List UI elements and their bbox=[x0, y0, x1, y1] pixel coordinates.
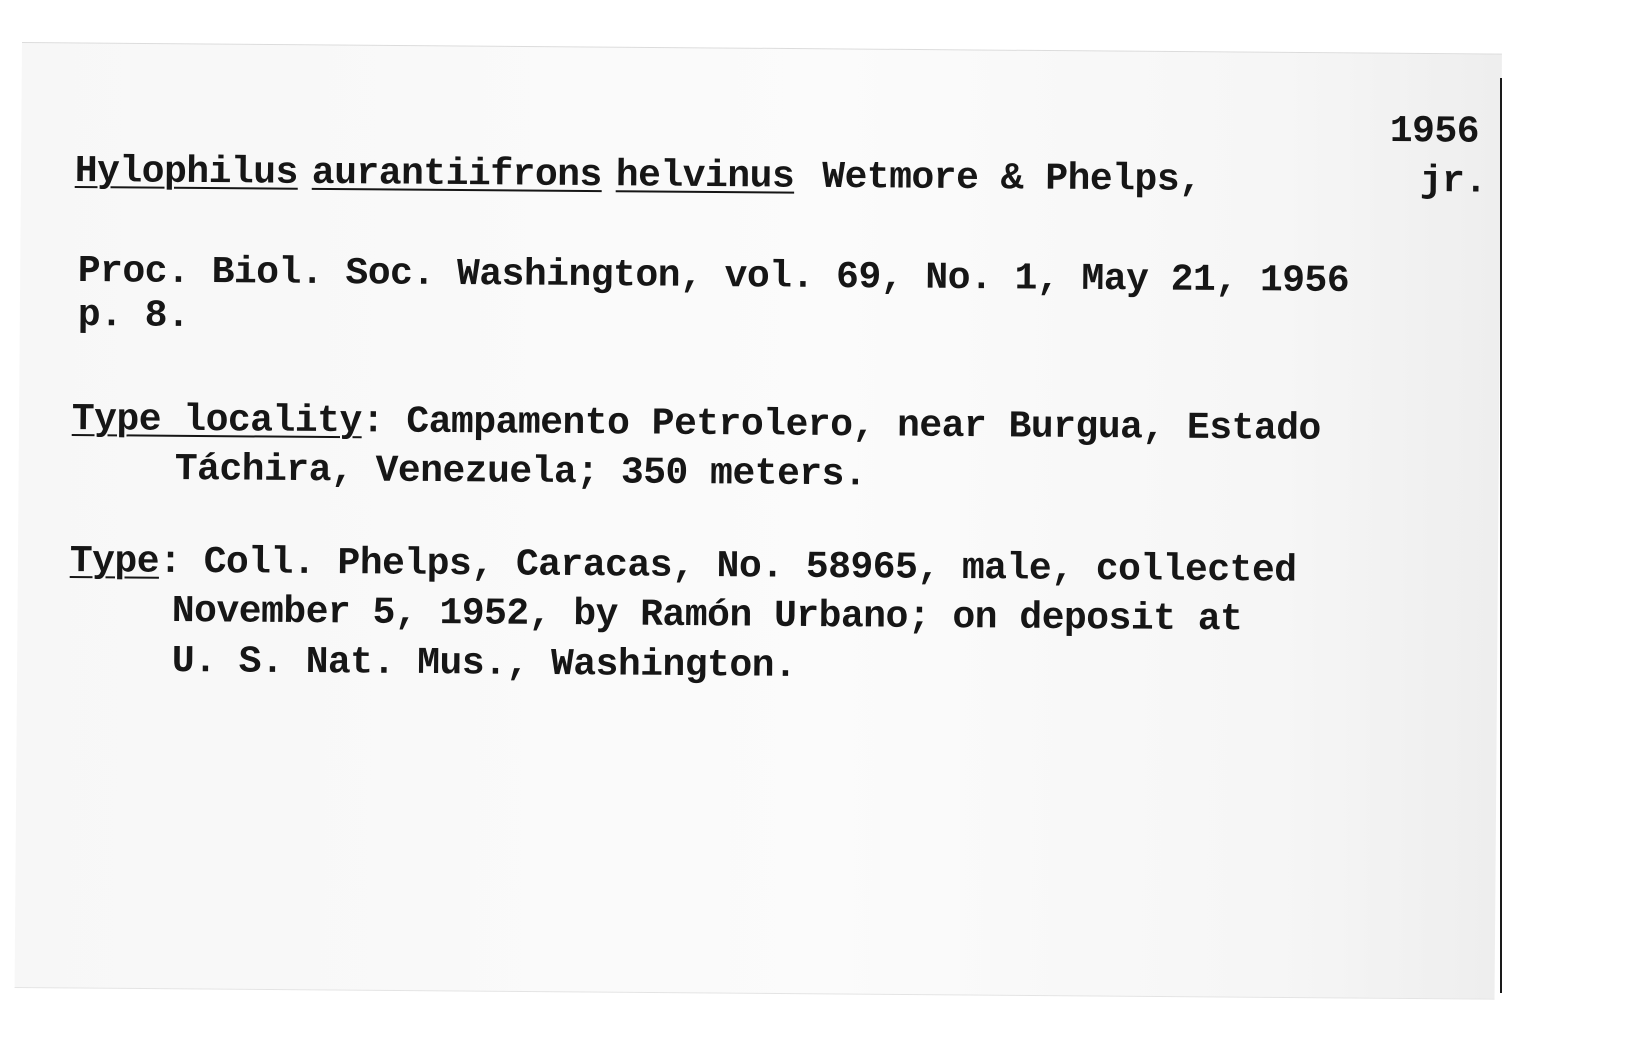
type-line-2: November 5, 1952, by Ramón Urbano; on deposit at bbox=[171, 590, 1243, 642]
card-right-edge bbox=[1500, 78, 1502, 993]
type-label: Type bbox=[69, 540, 160, 584]
authors: Wetmore & Phelps, bbox=[822, 155, 1202, 202]
type-line-3: U. S. Nat. Mus., Washington. bbox=[171, 640, 797, 688]
authors-suffix: jr. bbox=[1419, 160, 1487, 204]
taxon-title-line bbox=[75, 150, 1202, 202]
year-header: 1956 bbox=[1389, 110, 1480, 154]
citation-line-2: p. 8. bbox=[77, 294, 190, 338]
species-name: aurantiifrons bbox=[311, 151, 602, 198]
genus-name: Hylophilus bbox=[74, 150, 299, 195]
type-text: : Coll. Phelps, Caracas, No. 58965, male, collected bbox=[158, 540, 1297, 593]
subspecies-name: helvinus bbox=[615, 154, 795, 199]
type-locality-text: : Campamento Petrolero, near Burgua, Estado bbox=[361, 400, 1321, 451]
type-locality-line-2: Táchira, Venezuela; 350 meters. bbox=[174, 448, 867, 497]
type-locality-label: Type locality bbox=[71, 398, 362, 444]
citation-line-1: Proc. Biol. Soc. Washington, vol. 69, No. 1, May 21, 1956 bbox=[77, 250, 1350, 303]
